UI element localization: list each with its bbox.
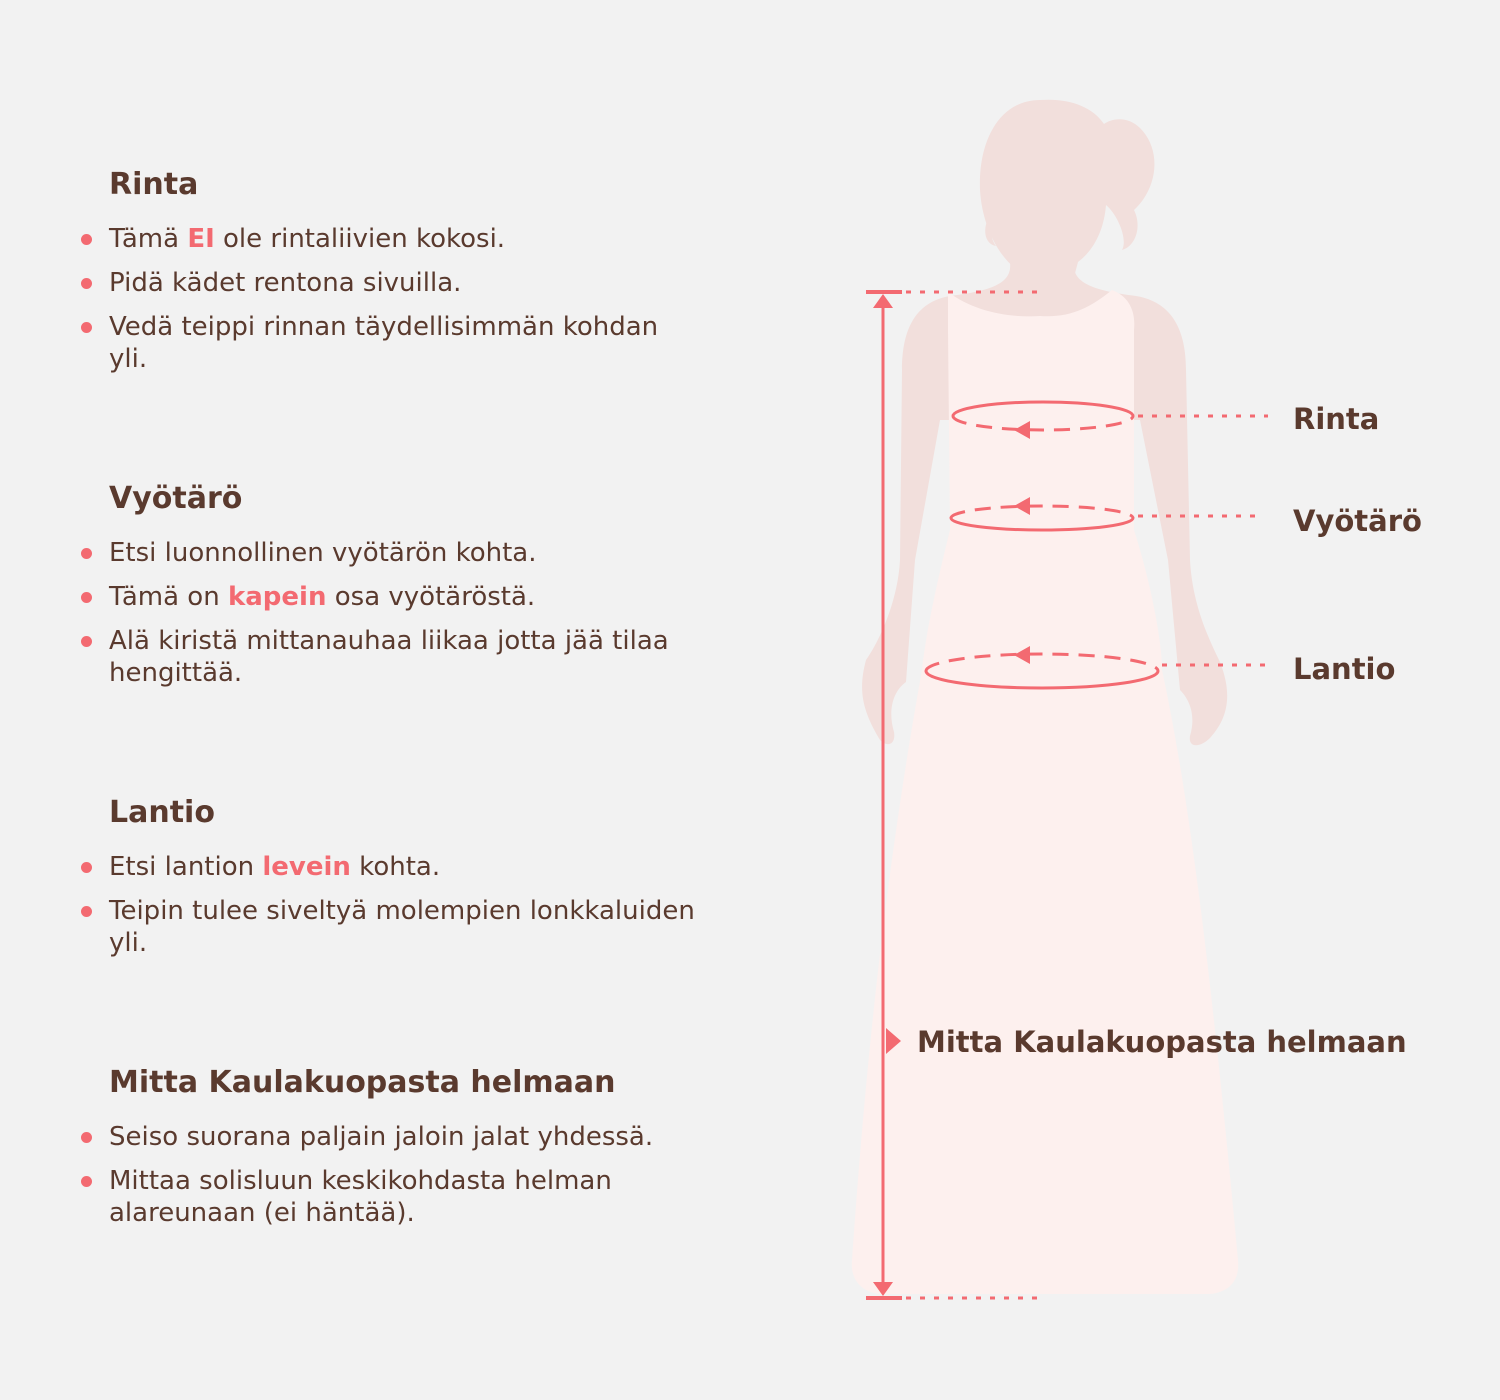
list-item: Seiso suorana paljain jaloin jalat yhdessä. xyxy=(0,1121,699,1153)
waist-label: Vyötärö xyxy=(1293,504,1422,538)
hip-label: Lantio xyxy=(1293,652,1396,686)
chest-label: Rinta xyxy=(1293,402,1380,436)
section-title-chest: Rinta xyxy=(109,167,199,202)
list-item: Etsi luonnollinen vyötärön kohta. xyxy=(0,537,699,569)
length-top-arrow-icon xyxy=(873,294,893,308)
list-item: Mittaa solisluun keskikohdasta helman alareunaan (ei häntää). xyxy=(0,1165,699,1229)
list-item: Pidä kädet rentona sivuilla. xyxy=(0,267,699,299)
section-title-hip: Lantio xyxy=(109,795,215,830)
section-title-waist: Vyötärö xyxy=(109,481,243,516)
list-item: Alä kiristä mittanauhaa liikaa jotta jää tilaa hengittää. xyxy=(0,625,699,689)
list-item: Teipin tulee siveltyä molempien lonkkaluiden yli. xyxy=(0,895,699,959)
list-item: Tämä EI ole rintaliivien kokosi. xyxy=(0,223,699,255)
list-item: Etsi lantion levein kohta. xyxy=(0,851,699,883)
length-label: Mitta Kaulakuopasta helmaan xyxy=(917,1025,1407,1059)
section-title-length: Mitta Kaulakuopasta helmaan xyxy=(109,1065,616,1100)
list-item: Vedä teippi rinnan täydellisimmän kohdan yli. xyxy=(0,311,699,375)
list-item: Tämä on kapein osa vyötäröstä. xyxy=(0,581,699,613)
